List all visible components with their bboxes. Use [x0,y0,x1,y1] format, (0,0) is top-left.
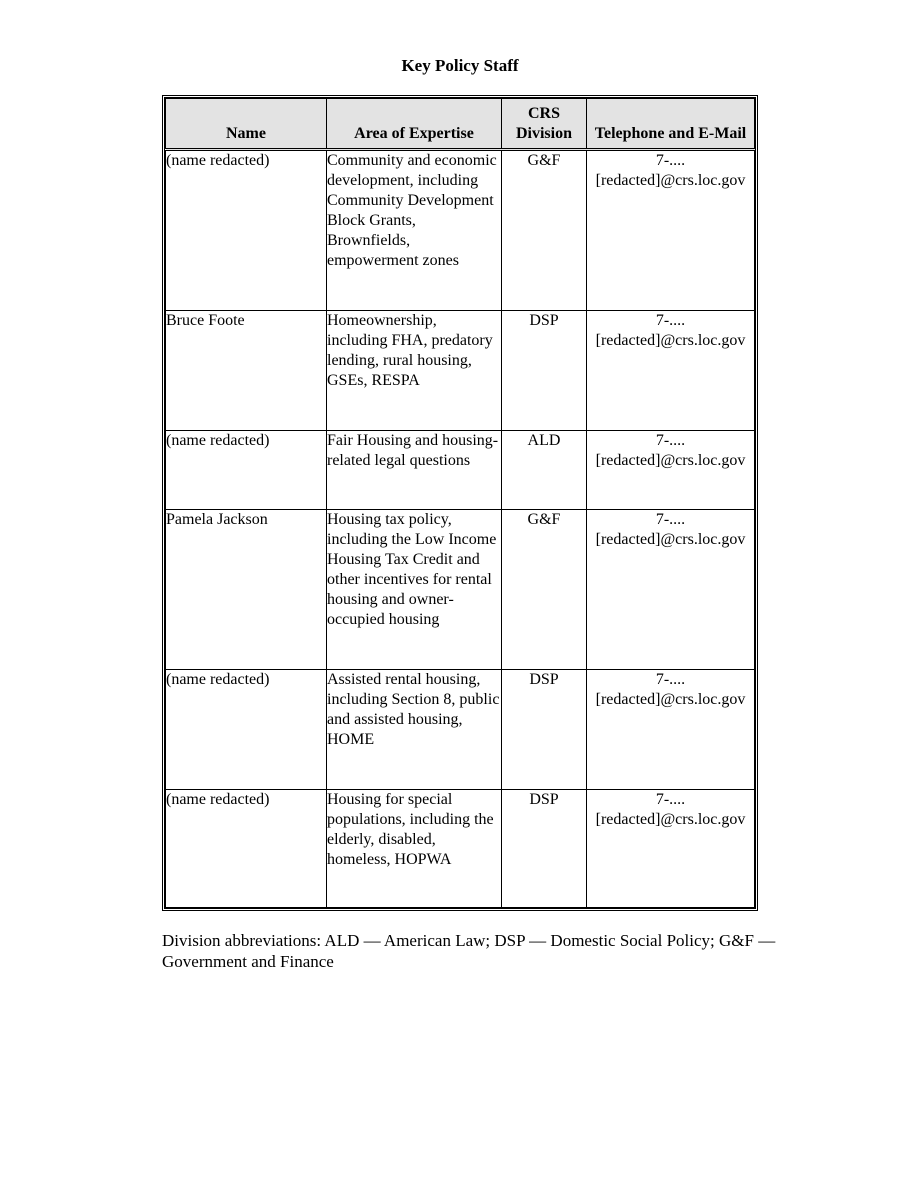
staff-expertise: Housing tax policy, including the Low Income Housing Tax Credit and other incentives for rental housing and owner-occupied housing [327,510,502,670]
staff-phone: 7-.... [655,791,686,808]
staff-email: [redacted]@crs.loc.gov [595,332,746,349]
staff-division: G&F [502,150,587,311]
table-header-row [166,99,755,150]
staff-email: [redacted]@crs.loc.gov [595,531,746,548]
staff-contact [587,670,755,790]
header-expertise: Area of Expertise [327,99,502,150]
staff-phone: 7-.... [655,152,686,169]
staff-division: ALD [502,431,587,510]
staff-division: G&F [502,510,587,670]
staff-name: (name redacted) [166,790,327,908]
staff-contact [587,150,755,311]
table-row [166,670,755,790]
table-row [166,790,755,908]
staff-email: [redacted]@crs.loc.gov [595,811,746,828]
staff-contact [587,790,755,908]
staff-phone: 7-.... [655,671,686,688]
table-row [166,431,755,510]
staff-contact [587,311,755,431]
staff-email: [redacted]@crs.loc.gov [595,691,746,708]
header-division-line1: CRS [527,105,560,122]
staff-name: (name redacted) [166,670,327,790]
document-title: Key Policy Staff [401,56,519,75]
staff-table-frame [162,95,758,911]
header-division [502,99,587,150]
staff-email: [redacted]@crs.loc.gov [595,452,746,469]
staff-name: Pamela Jackson [166,510,327,670]
staff-division: DSP [502,311,587,431]
table-row [166,510,755,670]
staff-contact [587,510,755,670]
staff-phone: 7-.... [655,511,686,528]
staff-expertise: Homeownership, including FHA, predatory lending, rural housing, GSEs, RESPA [327,311,502,431]
header-contact: Telephone and E-Mail [587,99,755,150]
staff-name: (name redacted) [166,150,327,311]
staff-expertise: Assisted rental housing, including Section 8, public and assisted housing, HOME [327,670,502,790]
table-row [166,150,755,311]
header-name: Name [166,99,327,150]
division-abbreviations-note: Division abbreviations: ALD — American Law; DSP — Domestic Social Policy; G&F — Government and Finance [162,931,776,971]
staff-phone: 7-.... [655,432,686,449]
staff-phone: 7-.... [655,312,686,329]
staff-expertise: Housing for special populations, including the elderly, disabled, homeless, HOPWA [327,790,502,908]
staff-division: DSP [502,790,587,908]
staff-expertise: Community and economic development, including Community Development Block Grants, Brownfields, empowerment zones [327,150,502,311]
staff-name: Bruce Foote [166,311,327,431]
key-policy-staff-table [165,98,755,908]
staff-name: (name redacted) [166,431,327,510]
staff-division: DSP [502,670,587,790]
table-row [166,311,755,431]
staff-contact [587,431,755,510]
header-division-line2: Division [515,125,572,142]
staff-expertise: Fair Housing and housing-related legal questions [327,431,502,510]
staff-email: [redacted]@crs.loc.gov [595,172,746,189]
